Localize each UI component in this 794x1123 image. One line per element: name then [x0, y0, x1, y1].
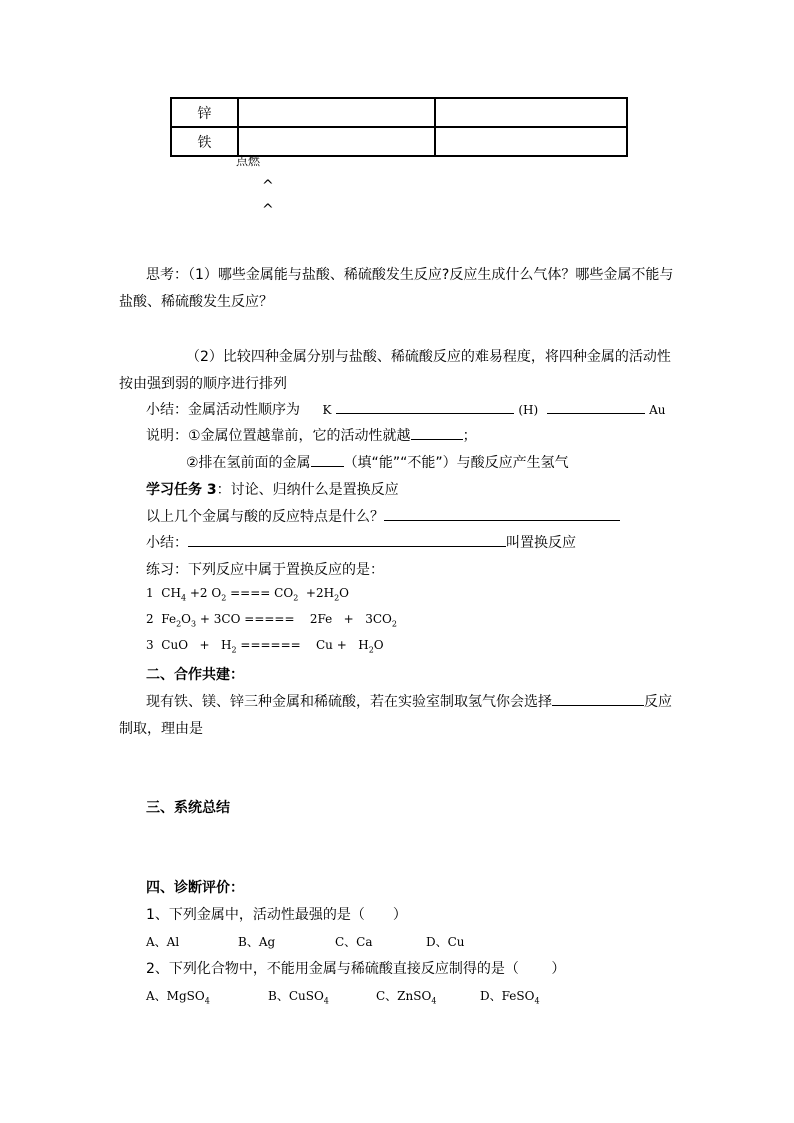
- option-d[interactable]: [480, 989, 540, 1006]
- activity-series-summary: [146, 399, 665, 419]
- quiz-question-1-options: [146, 933, 465, 950]
- formula-part: O: [339, 586, 350, 600]
- table-row: [171, 98, 627, 127]
- table-cell: [435, 98, 627, 127]
- formula-part: +2H: [305, 586, 335, 600]
- option-d[interactable]: D、Cu: [426, 935, 465, 949]
- option-c[interactable]: [376, 987, 480, 1005]
- hydrogen-symbol: (H): [518, 403, 539, 417]
- answer-blank[interactable]: [188, 532, 506, 547]
- task3-title-rest: ：讨论、归纳什么是置换反应: [216, 482, 399, 498]
- explain-line-1: [146, 425, 477, 445]
- option-a[interactable]: [146, 987, 268, 1005]
- caret-mark: ^: [262, 202, 274, 218]
- option-text: C、ZnSO: [376, 989, 432, 1003]
- metal-name-cell: 锌: [171, 98, 238, 127]
- task3-question: [146, 506, 620, 526]
- section-3-title: 三、系统总结: [146, 800, 230, 816]
- quiz-question-2-options: [146, 987, 540, 1005]
- equation-number: 1: [146, 586, 154, 600]
- formula-part: +: [199, 638, 210, 652]
- formula-part: +2 O: [189, 586, 222, 600]
- potassium-symbol: K: [322, 403, 332, 417]
- formula-part: 2Fe: [309, 612, 333, 626]
- explain-text: 说明：①金属位置越靠前，它的活动性就越: [146, 428, 411, 444]
- summary-label: 小结：: [146, 535, 188, 551]
- formula-part: CH: [161, 586, 181, 600]
- section-2-line2: 制取，理由是: [119, 721, 203, 737]
- metal-name-cell: 铁: [171, 127, 238, 156]
- formula-part: H: [358, 638, 369, 652]
- answer-blank[interactable]: [311, 452, 344, 467]
- subscript: 4: [534, 996, 540, 1006]
- section-2-title: 二、合作共建：: [146, 667, 244, 683]
- equation-3: [146, 638, 384, 654]
- explain-text: ②排在氢前面的金属: [186, 455, 311, 471]
- subscript: 2: [221, 593, 227, 603]
- option-text: D、FeSO: [480, 989, 535, 1003]
- summary-text: 叫置换反应: [506, 535, 576, 551]
- think-question-2-line1: （2）比较四种金属分别与盐酸、稀硫酸反应的难易程度，将四种金属的活动性: [186, 349, 671, 365]
- table-cell: [238, 98, 435, 127]
- explain-text: ；: [462, 428, 477, 444]
- answer-blank[interactable]: [336, 399, 514, 414]
- caret-mark: ^: [262, 178, 274, 194]
- answer-blank[interactable]: [552, 691, 644, 706]
- think-question-1-line2: 盐酸、稀硫酸发生反应？: [119, 294, 273, 310]
- subscript: 2: [391, 619, 397, 629]
- formula-part: 3CO: [365, 612, 392, 626]
- quiz-question-2: 2、下列化合物中，不能用金属与稀硫酸直接反应制得的是（ ）: [146, 961, 566, 977]
- subscript: 4: [323, 996, 329, 1006]
- section-2-line1: [146, 691, 672, 711]
- quiz-question-1: 1、下列金属中，活动性最强的是（ ）: [146, 907, 407, 923]
- task3-title: 学习任务 3: [146, 482, 217, 498]
- summary-label: 小结：金属活动性顺序为: [146, 402, 300, 418]
- option-text: A、MgSO: [146, 989, 205, 1003]
- think-question-2-line2: 按由强到弱的顺序进行排列: [119, 376, 287, 392]
- section-text: 现有铁、镁、锌三种金属和稀硫酸，若在实验室制取氢气你会选择: [146, 694, 552, 710]
- section-text: 反应: [644, 694, 672, 710]
- equation-number: 2: [146, 612, 154, 626]
- formula-part: Fe: [161, 612, 177, 626]
- equation-1: [146, 586, 349, 602]
- option-a[interactable]: A、Al: [146, 935, 180, 949]
- subscript: 2: [293, 593, 299, 603]
- formula-part: + 3CO =====: [199, 612, 295, 626]
- explain-text: （填“能”“不能”）与酸反应产生氢气: [343, 455, 569, 471]
- formula-part: O: [181, 612, 191, 626]
- answer-blank[interactable]: [547, 399, 645, 414]
- formula-part: +: [343, 612, 354, 626]
- subscript: 2: [334, 593, 340, 603]
- think-question-1-line1: 思考：（1）哪些金属能与盐酸、稀硫酸发生反应?反应生成什么气体？哪些金属不能与: [146, 267, 674, 283]
- formula-part: CuO: [161, 638, 189, 652]
- table-cell: [435, 127, 627, 156]
- task3-heading: [146, 479, 399, 499]
- formula-part: ======: [240, 638, 301, 652]
- ignite-label: 点燃: [236, 154, 261, 168]
- formula-part: Cu +: [315, 638, 347, 652]
- subscript: 4: [204, 996, 210, 1006]
- practice-prompt: 练习：下列反应中属于置换反应的是：: [146, 562, 384, 578]
- option-c[interactable]: C、Ca: [335, 935, 373, 949]
- answer-blank[interactable]: [384, 506, 620, 521]
- formula-part: ==== CO: [230, 586, 294, 600]
- subscript: 2: [231, 645, 237, 655]
- subscript: 4: [431, 996, 437, 1006]
- subscript: 4: [180, 593, 187, 603]
- formula-part: O: [373, 638, 384, 652]
- task3-summary: [146, 532, 576, 552]
- option-b[interactable]: B、Ag: [238, 935, 276, 949]
- metal-reaction-table: [170, 97, 628, 157]
- equation-2: [146, 612, 397, 628]
- answer-blank[interactable]: [411, 425, 463, 440]
- formula-part: H: [221, 638, 232, 652]
- section-4-title: 四、诊断评价：: [146, 880, 244, 896]
- table-cell: [238, 127, 435, 156]
- explain-line-2: [186, 452, 569, 472]
- gold-symbol: Au: [649, 403, 666, 417]
- equation-number: 3: [146, 638, 154, 652]
- subscript: 3: [191, 619, 197, 629]
- question-text: 以上几个金属与酸的反应特点是什么？: [146, 509, 384, 525]
- subscript: 2: [176, 619, 182, 629]
- option-b[interactable]: [268, 987, 376, 1005]
- subscript: 2: [368, 645, 374, 655]
- option-text: B、CuSO: [268, 989, 324, 1003]
